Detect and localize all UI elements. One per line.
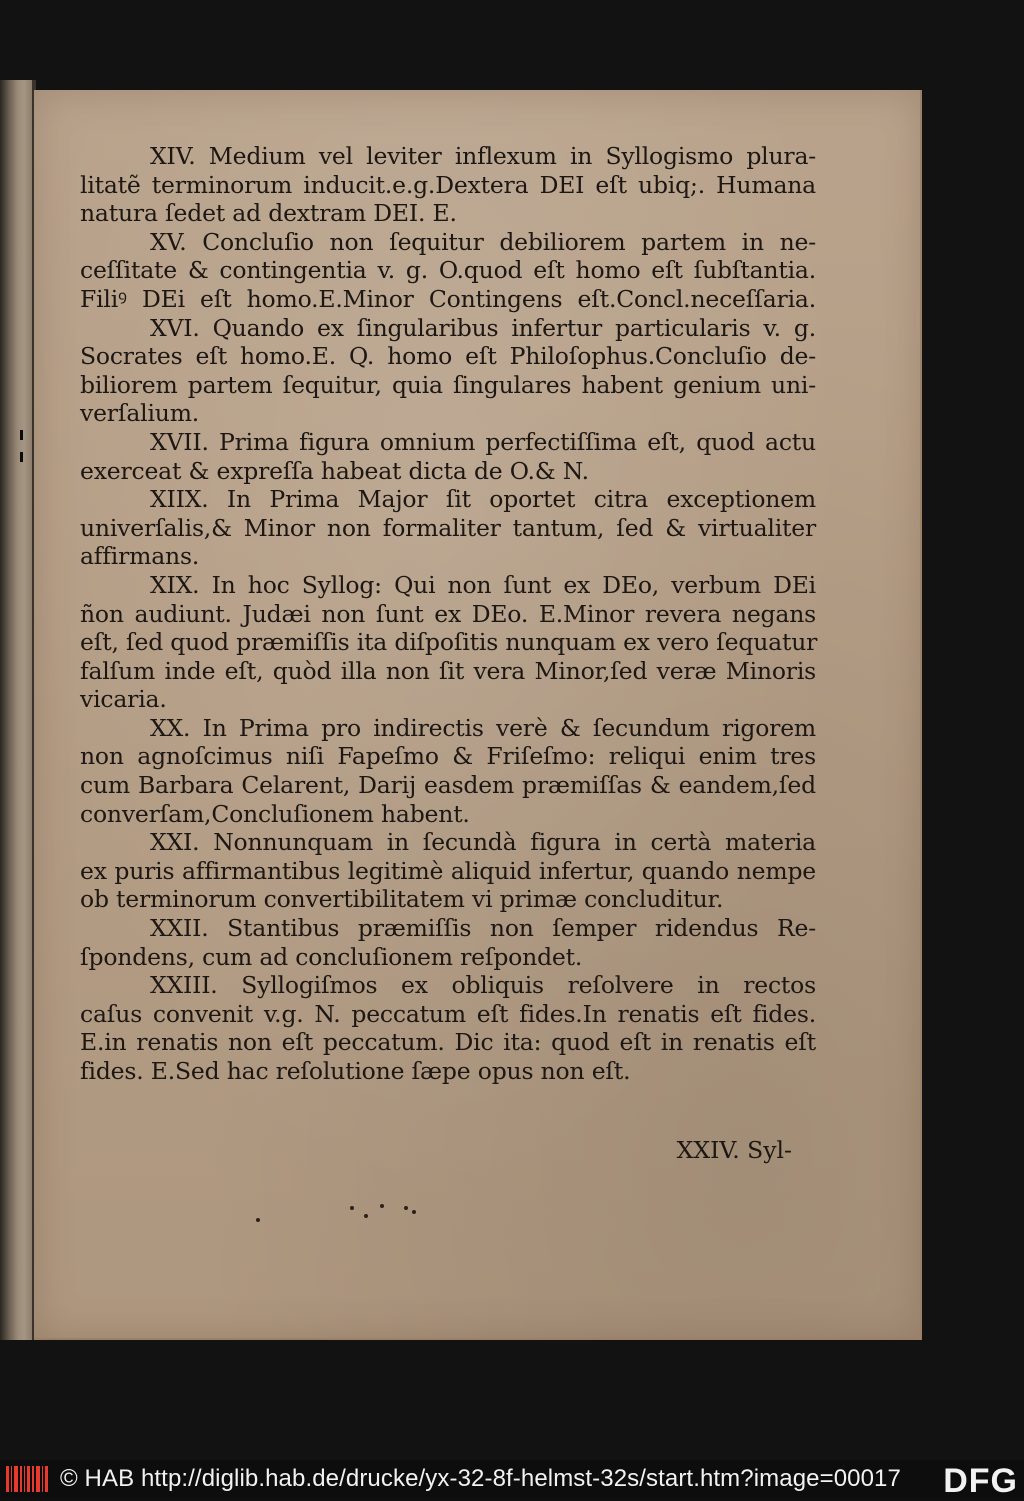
text-line: Filiꝰ DEi eſt homo.E.Minor Contingens eſt.Concl.neceſſaria.	[80, 284, 816, 313]
barcode-icon	[6, 1466, 50, 1492]
text-line: cum Barbara Celarent, Darij easdem præmiſſas & eandem,ſed	[80, 771, 816, 800]
text-line: E.in renatis non eſt peccatum. Dic ita: quod eſt in renatis eſt	[80, 1028, 816, 1057]
text-line: ñon audiunt. Judæi non ſunt ex DEo. E.Minor revera negans	[80, 599, 816, 628]
text-line: biliorem partem ſequitur, quia ſingulares habent genium uni-	[80, 370, 816, 399]
text-line: natura ſedet ad dextram DEI. E.	[80, 199, 457, 228]
text-line: XIX. In hoc Syllog: Qui non ſunt ex DEo, verbum DEi	[150, 570, 816, 599]
text-line: XIIX. In Prima Major ſit oportet citra exceptionem	[150, 485, 816, 514]
dfg-logo: DFG	[943, 1462, 1018, 1500]
book-edge	[0, 80, 32, 1340]
text-line: univerſalis,& Minor non formaliter tantum, ſed & virtualiter	[80, 513, 816, 542]
ink-specks	[254, 1200, 454, 1230]
text-line: verſalium.	[80, 399, 200, 428]
book-page	[34, 90, 922, 1340]
text-line: converſam,Concluſionem habent.	[80, 799, 470, 828]
text-line: ceſſitate & contingentia v. g. O.quod eſt homo eſt ſubſtantia.	[80, 256, 816, 285]
text-line: falſum inde eſt, quòd illa non ſit vera Minor,ſed veræ Minoris	[80, 656, 816, 685]
text-line: litatẽ terminorum inducit.e.g.Dextera DEI eſt ubiq;. Humana	[80, 170, 816, 199]
text-line: XXI. Nonnunquam in ſecundà figura in certà materia	[150, 828, 816, 857]
text-line: Socrates eſt homo.E. Q. homo eſt Philoſophus.Concluſio de-	[80, 342, 816, 371]
margin-marks	[20, 430, 24, 470]
text-line: XVI. Quando ex ſingularibus infertur particularis v. g.	[150, 313, 816, 342]
source-url[interactable]: © HAB http://diglib.hab.de/drucke/yx-32-8f-helmst-32s/start.htm?image=00017	[60, 1465, 901, 1492]
text-line: ex puris affirmantibus legitimè aliquid infertur, quando nempe	[80, 856, 816, 885]
text-line: XV. Concluſio non ſequitur debiliorem partem in ne-	[150, 227, 816, 256]
text-line: eſt, ſed quod præmiſſis ita diſpoſitis nunquam ex vero ſequatur	[80, 628, 818, 657]
text-line: fides. E.Sed hac reſolutione ſæpe opus non eſt.	[80, 1057, 631, 1085]
catchword: XXIV. Syl-	[676, 1136, 792, 1164]
text-line: non agnoſcimus niſi Fapeſmo & Friſeſmo: reliqui enim tres	[80, 742, 816, 771]
text-line: XXIII. Syllogiſmos ex obliquis reſolvere in rectos	[150, 971, 816, 1000]
footer-bar	[0, 1460, 1024, 1498]
text-line: exerceat & expreſſa habeat dicta de O.& N.	[80, 456, 589, 485]
text-line: XIV. Medium vel leviter inflexum in Syllogismo plura-	[150, 142, 816, 170]
text-line: ſpondens, cum ad concluſionem reſpondet.	[80, 942, 583, 971]
text-line: caſus convenit v.g. N. peccatum eſt fides.In renatis eſt fides.	[80, 999, 816, 1028]
text-line: XXII. Stantibus præmiſſis non ſemper ridendus Re-	[150, 914, 816, 943]
page-text	[80, 142, 816, 1086]
text-line: XX. In Prima pro indirectis verè & ſecundum rigorem	[150, 713, 816, 742]
text-line: affirmans.	[80, 542, 200, 571]
text-line: XVII. Prima figura omnium perfectiſſima eſt, quod actu	[150, 427, 816, 456]
text-line: ob terminorum convertibilitatem vi primæ concluditur.	[80, 885, 724, 914]
text-line: vicaria.	[80, 685, 167, 714]
